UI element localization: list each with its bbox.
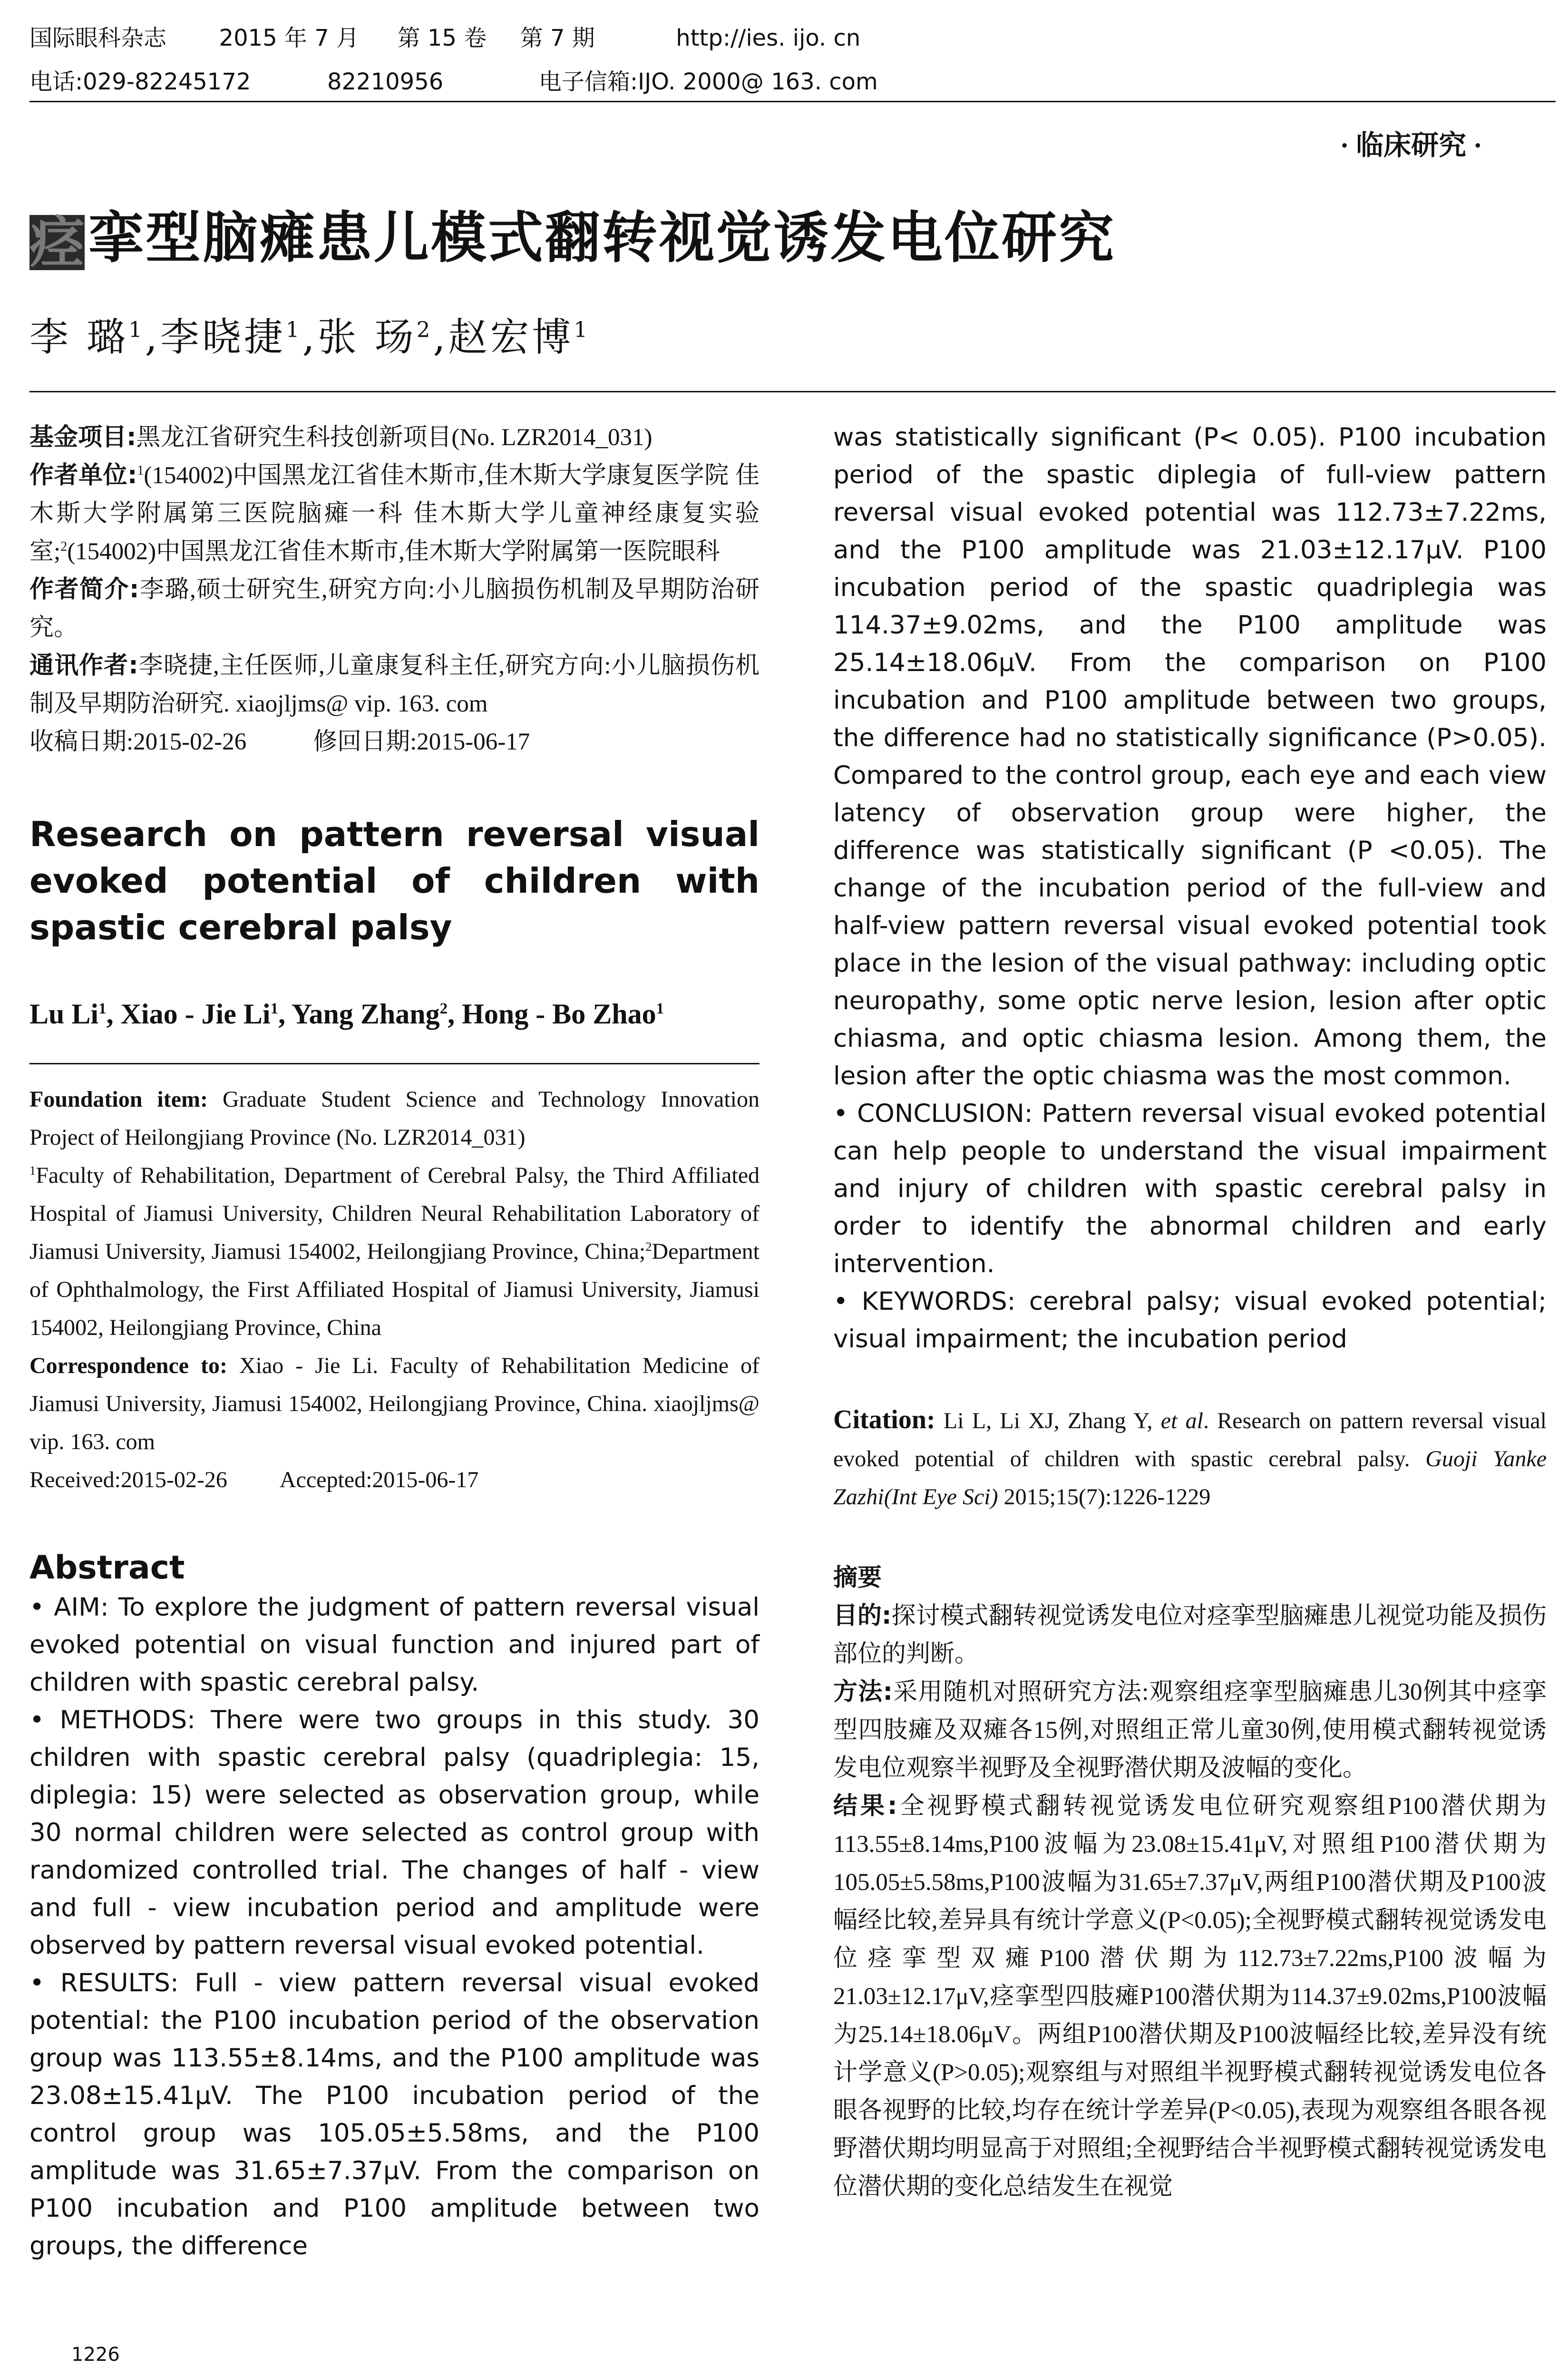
journal-header-line1 [29, 23, 860, 53]
abstract-results-left: • RESULTS: Full - view pattern reversal visual evoked potential: the P100 incubation period of the observation group was 113.55±8.14ms, and the P100 amplitude was 23.08±15.41μV. The P100 incubation period of the control group was 105.05±5.58ms, and the P100 amplitude was 31.65±7.37μV. From the comparison on P100 incubation and P100 amplitude between two groups, the difference [29, 1968, 760, 2260]
author-cn-4-sup: 1 [574, 317, 591, 342]
affiliation-en: $^1$Faculty of Rehabilitation, Department of Cerebral Palsy, the Third Affiliated Hospital of Jiamusi University, Children Neural Rehabilitation Laboratory of Jiamusi University, Jiamusi 154002, Heilongjiang Province, China;$^2$Department of Ophthalmology, the First Affiliated Hospital of Jiamusi University, Jiamusi 154002, Heilongjiang Province, China [29, 1163, 760, 1340]
volume: 第 15 卷 [397, 25, 487, 51]
abstract-conclusion: • CONCLUSION: Pattern reversal visual evoked potential can help people to understand the visual impairment and injury of children with spastic cerebral palsy in order to identify the abnormal children and early intervention. [833, 1099, 1547, 1278]
email[interactable]: 电子信箱:IJO. 2000@ 163. com [538, 68, 878, 95]
title-rest: 挛型脑瘫患儿模式翻转视觉诱发电位研究 [88, 205, 1116, 270]
affiliation-cn: 作者单位:$^1$(154002)中国黑龙江省佳木斯市,佳木斯大学康复医学院 佳木斯大学附属第三医院脑瘫一科 佳木斯大学儿童神经康复实验室;$^2$(154002)中国黑龙江省佳木斯市,佳木斯大学附属第一医院眼科 [29, 461, 760, 565]
author-cn-3: 张 玚 [317, 315, 417, 360]
journal-url[interactable]: http://ies. ijo. cn [676, 25, 861, 51]
citation-journal: Guoji Yanke Zazhi(Int Eye Sci) [833, 1446, 1547, 1510]
abstract-keywords: • KEYWORDS: cerebral palsy; visual evoked potential; visual impairment; the incubation period [833, 1287, 1547, 1354]
foundation-en: Foundation item: Graduate Student Science and Technology Innovation Project of Heilongjiang Province (No. LZR2014_031) [29, 1087, 760, 1150]
correspondence-en: Correspondence to: Xiao - Jie Li. Faculty of Rehabilitation Medicine of Jiamusi University, Jiamusi 154002, Heilongjiang Province, China. xiaojljms@ vip. 163. com [29, 1353, 760, 1454]
citation-label: Citation: [833, 1405, 935, 1434]
cn-abstract-heading: 摘要 [833, 1564, 882, 1592]
title-rule [29, 391, 1556, 392]
article-title [29, 205, 1116, 275]
abstract-left [29, 1588, 760, 2265]
en-info-rule [29, 1063, 760, 1064]
dates-cn: 收稿日期:2015-02-26 修回日期:2015-06-17 [29, 729, 530, 755]
cn-abstract [833, 1559, 1547, 2206]
cn-info-block [29, 419, 760, 761]
author-cn-3-sup: 2 [416, 317, 433, 342]
cn-abstract-aim: 目的:探讨模式翻转视觉诱发电位对痉挛型脑瘫患儿视觉功能及损伤部位的判断。 [833, 1602, 1547, 1667]
correspondence-cn: 通讯作者:李晓捷,主任医师,儿童康复科主任,研究方向:小儿脑损伤机制及早期防治研究. xiaojljms@ vip. 163. com [29, 652, 760, 717]
author-sep: , [145, 315, 160, 360]
cn-abstract-results: 结果:全视野模式翻转视觉诱发电位研究观察组P100潜伏期为113.55±8.14ms,P100波幅为23.08±15.41μV,对照组P100潜伏期为105.05±5.58ms,P100波幅为31.65±7.37μV,两组P100潜伏期及P100波幅经比较,差异具有统计学意义(P<0.05);全视野模式翻转视觉诱发电位痉挛型双瘫P100潜伏期为112.73±7.22ms,P100波幅为21.03±12.17μV,痉挛型四肢瘫P100潜伏期为114.37±9.02ms,P100波幅为25.14±18.06μV。两组P100潜伏期及P100波幅经比较,差异没有统计学意义(P>0.05);观察组与对照组半视野模式翻转视觉诱发电位各眼各视野的比较,均存在统计学差异(P<0.05),表现为观察组各眼各视野潜伏期均明显高于对照组;全视野结合半视野模式翻转视觉诱发电位潜伏期的变化总结发生在视觉 [833, 1792, 1547, 2200]
dates-en: Received:2015-02-26 Accepted:2015-06-17 [29, 1467, 479, 1492]
authors-cn [29, 314, 590, 361]
phone-2: 82210956 [327, 68, 444, 95]
en-info-block [29, 1081, 760, 1499]
author-cn-4: 赵宏博 [448, 315, 574, 360]
abstract-heading: Abstract [29, 1549, 185, 1587]
left-column [29, 419, 760, 2265]
author-cn-2: 李晓捷 [160, 315, 286, 360]
author-cn-1: 李 璐 [29, 315, 129, 360]
author-cn-1-sup: 1 [128, 317, 145, 342]
section-tag: · 临床研究 · [1340, 130, 1482, 161]
journal-name: 国际眼科杂志 [29, 25, 167, 51]
author-sep: , [433, 315, 448, 360]
issue: 第 7 期 [520, 25, 595, 51]
title-first-char: 痉 [29, 210, 87, 275]
abstract-results-right: was statistically significant (P< 0.05). P100 incubation period of the spastic diplegia of full-view pattern reversal visual evoked potential was 112.73±7.22ms, and the P100 amplitude was 21.03±12.17μV. P100 incubation period of the spastic quadriplegia was 114.37±9.02ms, and the P100 amplitude was 25.14±18.06μV. From the comparison on P100 incubation and P100 amplitude between two groups, the difference had no statistically significance (P>0.05). Compared to the control group, each eye and each view latency of observation group were higher, the difference was statistically significant (P <0.05). The change of the incubation period of the full-view and half-view pattern reversal visual evoked potential took place in the lesion of the visual pathway: including optic neuropathy, some optic nerve lesion, lesion after optic chiasma, and optic chiasma lesion. Among them, the lesion after the optic chiasma was the most common. [833, 423, 1547, 1091]
issue-date: 2015 年 7 月 [219, 25, 360, 51]
phone: 电话:029-82245172 [29, 68, 251, 95]
abstract-right [833, 419, 1547, 1358]
foundation-cn: 基金项目:黑龙江省研究生科技创新项目(No. LZR2014_031) [29, 423, 653, 451]
cn-abstract-methods: 方法:采用随机对照研究方法:观察组痉挛型脑瘫患儿30例其中痉挛型四肢瘫及双瘫各15例,对照组正常儿童30例,使用模式翻转视觉诱发电位观察半视野及全视野潜伏期及波幅的变化。 [833, 1678, 1547, 1782]
header-rule [29, 101, 1556, 102]
english-title: Research on pattern reversal visual evoked potential of children with spastic cerebral palsy [29, 814, 760, 947]
right-column [833, 419, 1547, 2206]
abstract-methods: • METHODS: There were two groups in this study. 30 children with spastic cerebral palsy (quadriplegia: 15, diplegia: 15) were selected as observation group, while 30 normal children were selected as control group with randomized controlled trial. The changes of half - view and full - view incubation period and amplitude were observed by pattern reversal visual evoked potential. [29, 1705, 760, 1960]
english-authors: Lu Li$^1$, Xiao - Jie Li$^1$, Yang Zhang$^2$, Hong - Bo Zhao$^1$ [29, 998, 664, 1030]
author-bio-cn: 作者简介:李璐,硕士研究生,研究方向:小儿脑损伤机制及早期防治研究。 [29, 575, 760, 641]
citation-block: Citation: Li L, Li XJ, Zhang Y, et al. Research on pattern reversal visual evoked potential of children with spastic cerebral palsy. Guoji Yanke Zazhi(Int Eye Sci) 2015;15(7):1226-1229 [833, 1405, 1547, 1510]
abstract-aim: • AIM: To explore the judgment of pattern reversal visual evoked potential on visual function and injured part of children with spastic cerebral palsy. [29, 1593, 760, 1697]
author-sep: , [302, 315, 318, 360]
author-cn-2-sup: 1 [285, 317, 302, 342]
journal-header-line2 [29, 67, 878, 97]
page-number: 1226 [71, 2344, 120, 2366]
